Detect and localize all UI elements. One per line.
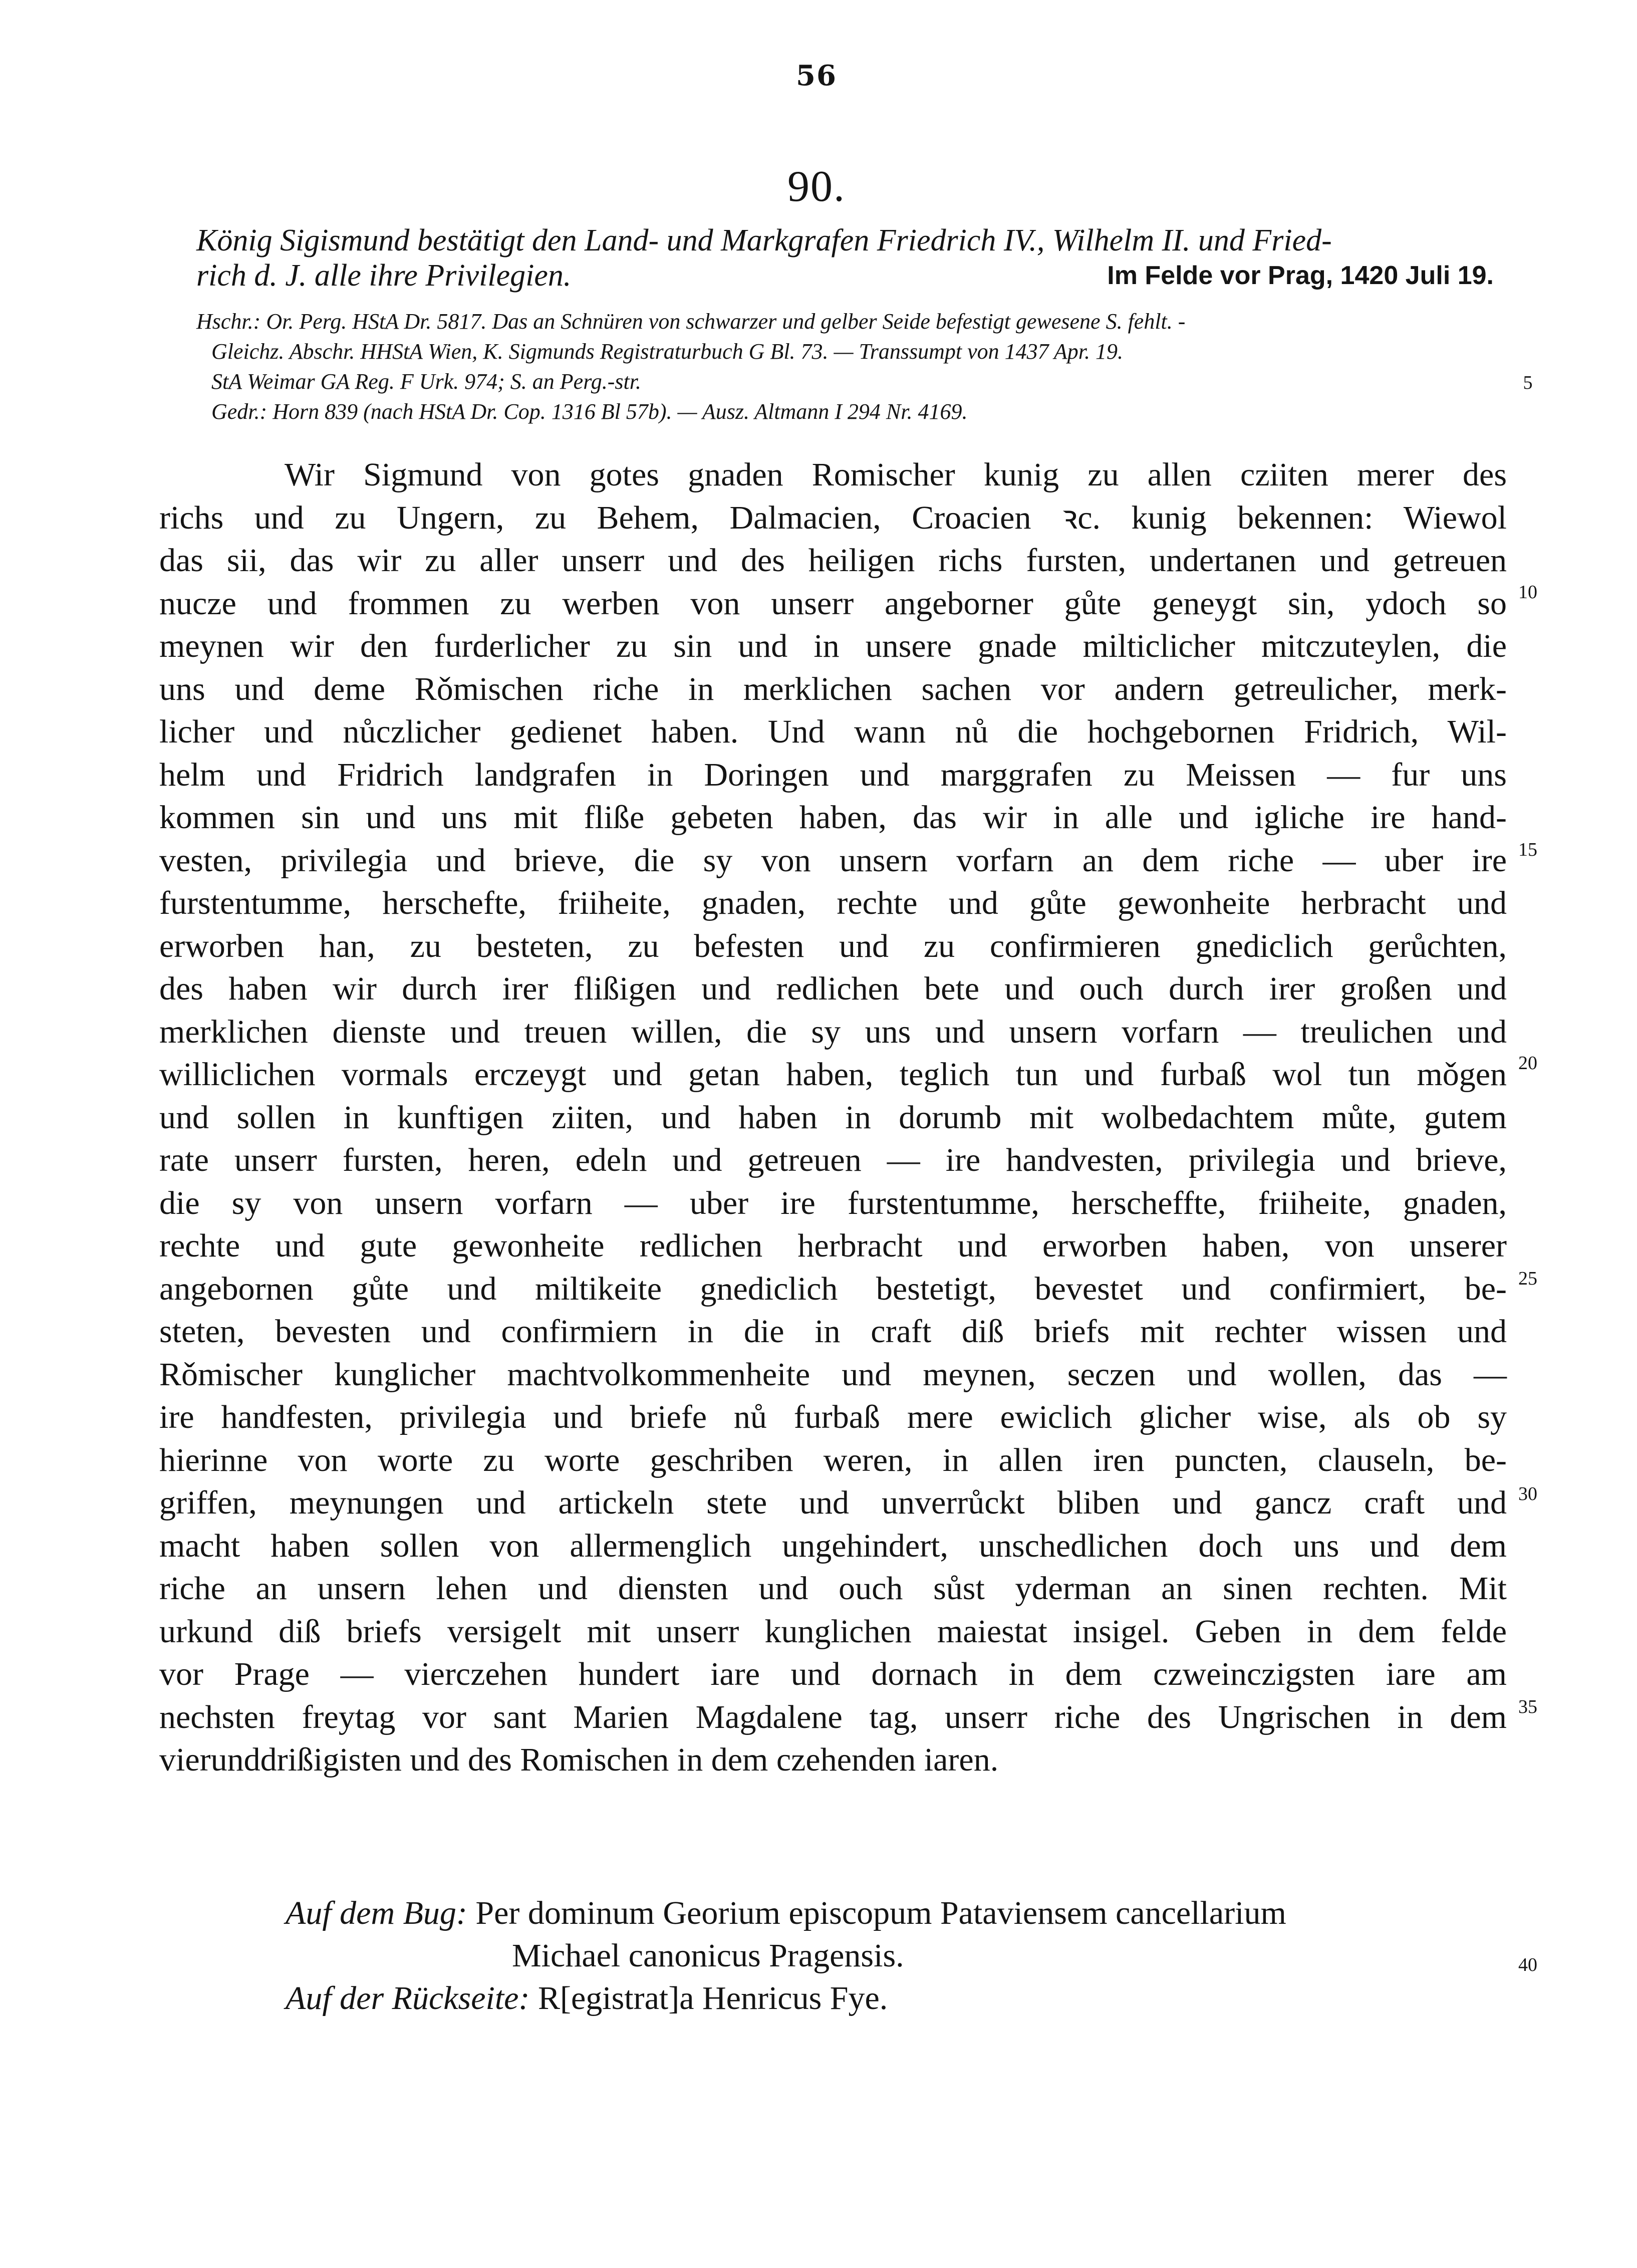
text-line: urkund diß briefs versigelt mit unserr kunglichen maiestat insigel. Geben in dem felde [159, 1613, 1507, 1650]
line-number: 10 [1518, 582, 1537, 603]
regest-line: König Sigismund bestätigt den Land- und Markgrafen Friedrich IV., Wilhelm II. und Fried- [196, 223, 1332, 258]
text-line: Wir Sigmund von gotes gnaden Romischer kunig zu allen cziiten merer des [285, 456, 1507, 493]
text-line: helm und Fridrich landgrafen in Doringen und marggrafen zu Meissen — fur uns [159, 756, 1507, 793]
text-line: rechte und gute gewonheite redlichen herbracht und erworben haben, von unserer [159, 1227, 1507, 1264]
text-line: vierunddrißigisten und des Romischen in dem czehenden iaren. [159, 1741, 999, 1778]
endorsement-label: Auf dem Bug: [286, 1895, 467, 1931]
line-number: 15 [1518, 839, 1537, 860]
regest-summary [196, 223, 1509, 293]
text-line: vor Prage — vierczehen hundert iare und dornach in dem czweinczigsten iare am [159, 1656, 1507, 1692]
source-apparatus [196, 307, 1509, 427]
line-number: 40 [1518, 1954, 1537, 1975]
line-number: 30 [1518, 1483, 1537, 1504]
endorsement-bug [286, 1892, 1286, 1977]
source-line: Gleichz. Abschr. HHStA Wien, K. Sigmunds Registraturbuch G Bl. 73. — Transsumpt von 1437 Apr. 19. [211, 339, 1123, 364]
text-line: kommen sin und uns mit fliße gebeten haben, das wir in alle und igliche ire hand- [159, 799, 1507, 836]
line-number: 35 [1518, 1696, 1537, 1717]
text-line: steten, bevesten und confirmiern in die in craft diß briefs mit rechter wissen und [159, 1313, 1507, 1350]
text-line: des haben wir durch irer flißigen und redlichen bete und ouch durch irer großen und [159, 970, 1507, 1007]
text-line: griffen, meynungen und artickeln stete und unverrůckt bliben und gancz craft und [159, 1484, 1507, 1521]
source-line: Gedr.: Horn 839 (nach HStA Dr. Cop. 1316 Bl 57b). — Ausz. Altmann I 294 Nr. 4169. [211, 399, 968, 424]
text-line: meynen wir den furderlicher zu sin und in unsere gnade milticlicher mitczuteylen, die [159, 628, 1507, 664]
endorsement-label: Auf der Rückseite: [286, 1980, 530, 2017]
page-number: 56 [796, 59, 837, 92]
regest-line-text: rich d. J. alle ihre Privilegien. [196, 259, 572, 293]
text-line: vesten, privilegia und brieve, die sy von unsern vorfarn an dem riche — uber ire [159, 842, 1507, 879]
text-line: erworben han, zu besteten, zu befesten und zu confirmieren gnediclich gerůchten, [159, 927, 1507, 964]
line-number: 20 [1518, 1053, 1537, 1074]
text-line: williclichen vormals erczeygt und getan haben, teglich tun und furbaß wol tun mǒgen [159, 1056, 1507, 1093]
text-line: macht haben sollen von allermenglich ungehindert, unschedlichen doch uns und dem [159, 1527, 1507, 1564]
text-line: die sy von unsern vorfarn — uber ire furstentumme, herscheffte, friiheite, gnaden, [159, 1184, 1507, 1221]
endorsement-text: Michael canonicus Pragensis. [512, 1937, 904, 1974]
source-line: StA Weimar GA Reg. F Urk. 974; S. an Perg.-str. [211, 369, 641, 394]
line-number: 5 [1523, 372, 1533, 393]
text-line: nucze und frommen zu werben von unserr angeborner gůte geneygt sin, ydoch so [159, 585, 1507, 622]
text-line: nechsten freytag vor sant Marien Magdalene tag, unserr riche des Ungrischen in dem [159, 1698, 1507, 1735]
text-line: das sii, das wir zu aller unserr und des heiligen richs fursten, undertanen und getreuen [159, 542, 1507, 579]
endorsement-text: R[egistrat]a Henricus Fye. [537, 1980, 888, 2017]
text-line: und sollen in kunftigen ziiten, und haben in dorumb mit wolbedachtem můte, gutem [159, 1099, 1507, 1136]
source-line: Hschr.: Or. Perg. HStA Dr. 5817. Das an Schnüren von schwarzer und gelber Seide befestigt gewesene S. fehlt. - [196, 309, 1186, 334]
endorsement-text: Per dominum Georium episcopum Pataviensem cancellarium [475, 1895, 1286, 1931]
text-line: rate unserr fursten, heren, edeln und getreuen — ire handvesten, privilegia und brieve, [159, 1142, 1507, 1178]
document-number: 90. [787, 162, 846, 211]
regest-line [196, 258, 1509, 293]
text-line: merklichen dienste und treuen willen, die sy uns und unsern vorfarn — treulichen und [159, 1013, 1507, 1050]
charter-text [159, 453, 1507, 1782]
text-line: angebornen gůte und miltikeite gnediclich bestetigt, bevestet und confirmiert, be- [159, 1270, 1507, 1307]
text-line: hierinne von worte zu worte geschriben weren, in allen iren puncten, clauseln, be- [159, 1441, 1507, 1478]
line-number: 25 [1518, 1268, 1537, 1289]
endorsement-back [286, 1977, 888, 2020]
text-line: licher und nůczlicher gedienet haben. Und wann nů die hochgebornen Fridrich, Wil- [159, 713, 1507, 750]
text-line: ire handfesten, privilegia und briefe nů furbaß mere ewiclich glicher wise, als ob sy [159, 1399, 1507, 1435]
place-date: Im Felde vor Prag, 1420 Juli 19. [1107, 261, 1494, 290]
text-line: richs und zu Ungern, zu Behem, Dalmacien, Croacien ꝛc. kunig bekennen: Wiewol [159, 499, 1507, 536]
text-line: riche an unsern lehen und diensten und ouch sůst yderman an sinen rechten. Mit [159, 1570, 1507, 1607]
text-line: Rǒmischer kunglicher machtvolkommenheite und meynen, seczen und wollen, das — [159, 1356, 1507, 1393]
text-line: uns und deme Rǒmischen riche in merklichen sachen vor andern getreulicher, merk- [159, 670, 1507, 707]
text-line: furstentumme, herschefte, friiheite, gnaden, rechte und gůte gewonheite herbracht und [159, 885, 1507, 921]
